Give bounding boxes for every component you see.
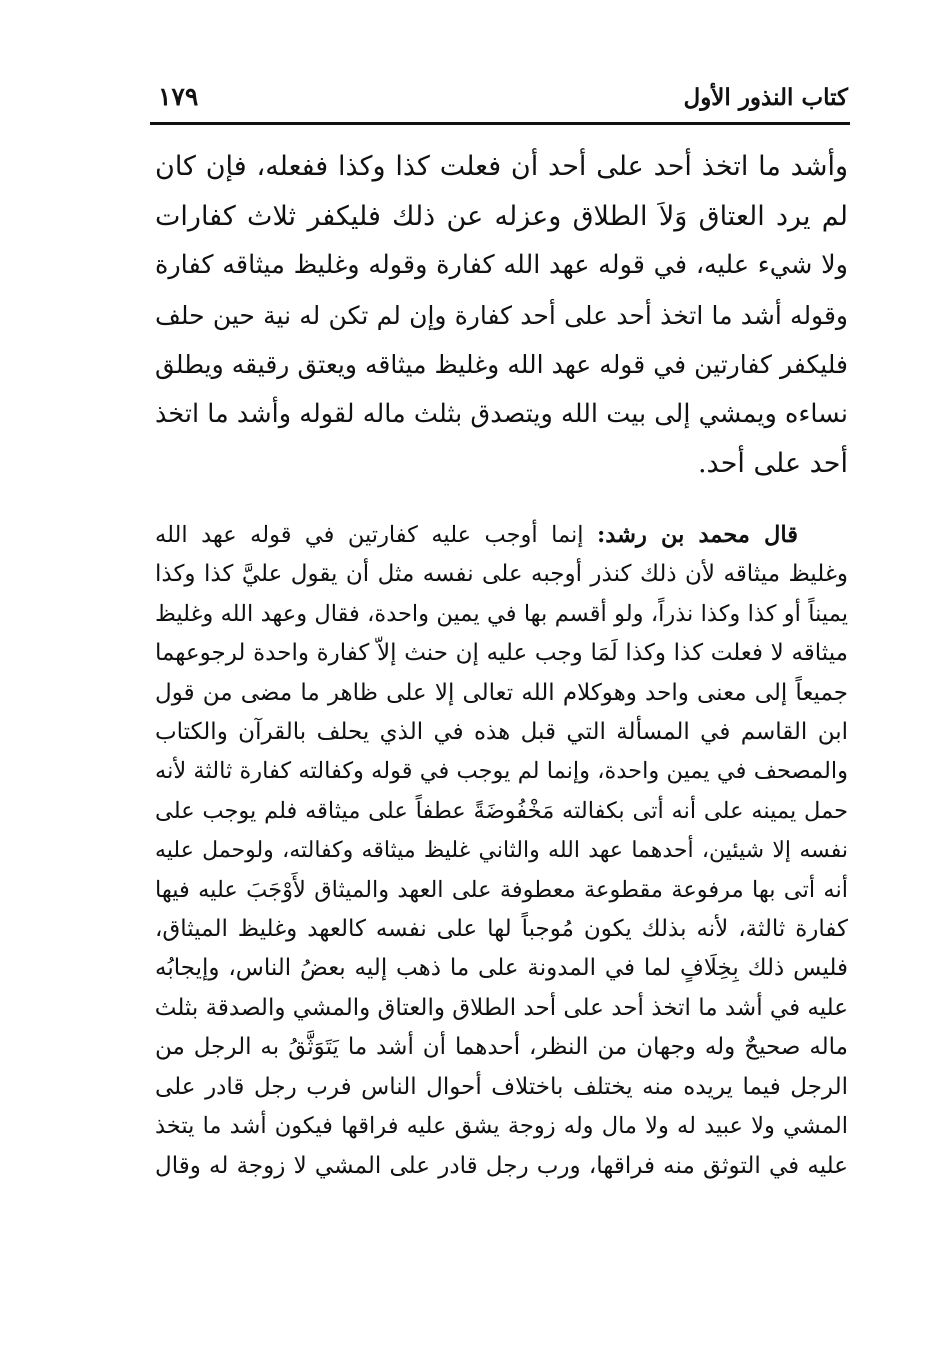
text-line: ميثاقه لا فعلت كذا وكذا لَمَا وجب عليه إن حنث إلاّ كفارة واحدة لرجوعهما (155, 640, 848, 667)
page-header (150, 78, 848, 118)
text-line: الرجل فيما يريده منه يختلف باختلاف أحوال الناس فرب رجل قادر على (155, 1073, 848, 1100)
text-line: ماله صحيحٌ وله وجهان من النظر، أحدهما أن أشد ما يَتَوَثَّقُ به الرجل من (155, 1034, 848, 1061)
text-line: حمل يمينه على أنه أتى بكفالته مَخْفُوضَةً عطفاً على ميثاقه فلم يوجب على (155, 797, 848, 824)
paragraph-2 (155, 516, 848, 1186)
text-line: أحد على أحد. (697, 448, 848, 479)
text-line: فليس ذلك بِخِلَافٍ لما في المدونة على ما ذهب إليه بعضُ الناس، وإيجابُه (155, 955, 848, 982)
text-line: المشي ولا عبيد له ولا مال وله زوجة يشق عليه فراقها فيكون أشد ما يتخذ (155, 1113, 848, 1140)
text-line: وقوله أشد ما اتخذ أحد على أحد كفارة وإن لم تكن له نية حين حلف (155, 300, 848, 330)
paragraph-1 (155, 142, 848, 489)
header-rule (150, 122, 850, 125)
chapter-title: كتاب النذور الأول (683, 84, 848, 111)
text-line: وأشد ما اتخذ أحد على أحد أن فعلت كذا وكذا ففعله، فإن كان (155, 151, 848, 182)
text-line: أنه أتى بها مرفوعة مقطوعة معطوفة على العهد والميثاق لأَوْجَبَ عليه فيها (155, 876, 848, 903)
text-line: لم يرد العتاق وَلاَ الطلاق وعزله عن ذلك فليكفر ثلاث كفارات (155, 200, 848, 232)
text-line: والمصحف في يمين واحدة، وإنما لم يوجب في قوله وكفالته كفارة ثالثة لأنه (155, 758, 848, 785)
text-line-first (155, 516, 848, 555)
text-line: نفسه إلا شيئين، أحدهما عهد الله والثاني غليظ ميثاقه وكفالته، ولوحمل عليه (155, 838, 848, 864)
text-line: نساءه ويمشي إلى بيت الله ويتصدق بثلث ماله لقوله وأشد ما اتخذ (155, 398, 848, 429)
text-run: إنما أوجب عليه كفارتين في قوله عهد الله (155, 522, 584, 548)
text-line: ابن القاسم في المسألة التي قبل هذه في الذي يحلف بالقرآن والكتاب (155, 719, 848, 746)
text-line: يميناً أو كذا وكذا نذراً، ولو أقسم بها في يمين واحدة، فقال وعهد الله وغليظ (155, 600, 848, 627)
text-line: جميعاً إلى معنى واحد وهوكلام الله تعالى إلا على ظاهر ما مضى من قول (155, 679, 848, 706)
text-line: وغليظ ميثاقه لأن ذلك كنذر أوجبه على نفسه مثل أن يقول عليَّ كذا وكذا (155, 561, 848, 588)
text-line: عليه في التوثق منه فراقها، ورب رجل قادر على المشي لا زوجة له وقال (155, 1152, 848, 1179)
commentary-lead: قال محمد بن رشد: (596, 522, 798, 548)
text-line: كفارة ثالثة، لأنه بذلك يكون مُوجباً لها على نفسه كالعهد وغليظ الميثاق، (155, 916, 848, 943)
text-line: فليكفر كفارتين في قوله عهد الله وغليظ ميثاقه ويعتق رقيقه ويطلق (155, 350, 848, 379)
text-line: عليه في أشد ما اتخذ أحد على أحد الطلاق والعتاق والمشي والصدقة بثلث (154, 994, 848, 1021)
page-number: ١٧٩ (158, 82, 199, 111)
text-line: ولا شيء عليه، في قوله عهد الله كفارة وقوله وغليظ ميثاقه كفارة (155, 250, 848, 280)
